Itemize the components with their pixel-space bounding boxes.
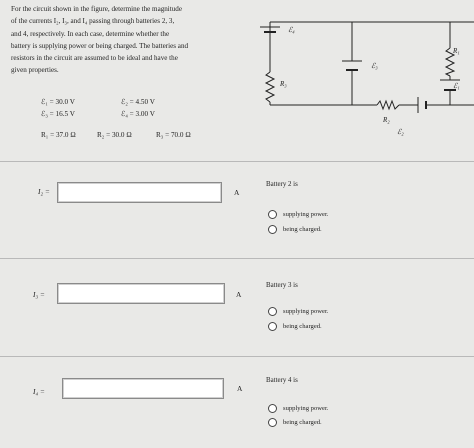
battery-4-option-charged[interactable]	[268, 418, 322, 427]
label-r2: R₂	[383, 116, 390, 124]
problem-line: For the circuit shown in the figure, determine the magnitude	[11, 5, 182, 13]
divider	[0, 161, 474, 162]
problem-line: and 4, respectively. In each case, determine whether the	[11, 29, 170, 38]
radio-button[interactable]	[268, 210, 277, 219]
divider	[0, 356, 474, 357]
option-label: being charged.	[283, 226, 322, 233]
battery-3-option-supplying[interactable]	[268, 307, 328, 316]
battery-3-option-charged[interactable]	[268, 322, 322, 331]
label-e4: ℰ₄	[288, 26, 295, 34]
radio-button[interactable]	[268, 225, 277, 234]
problem-line: battery is supplying power or being charged. The batteries and	[11, 41, 189, 50]
radio-button[interactable]	[268, 404, 277, 413]
radio-button[interactable]	[268, 322, 277, 331]
label-r3: R₃	[280, 80, 287, 88]
battery-3-status: Battery 3 is	[266, 282, 298, 289]
resistor-2-symbol	[377, 101, 399, 109]
label-e1: ℰ₁	[453, 82, 460, 90]
option-label: supplying power.	[283, 405, 329, 412]
i3-unit: A	[236, 290, 242, 299]
problem-line: resistors in the circuit are assumed to be ideal and have the	[11, 54, 178, 63]
circuit-diagram	[240, 10, 474, 150]
problem-line: of the currents I₂, I₃, and I₄ passing through batteries 2, 3,	[11, 17, 175, 26]
r1-value: R₁ = 37.0 Ω	[41, 131, 76, 139]
label-r1: R₁	[453, 47, 460, 55]
divider	[0, 258, 474, 259]
label-e2: ℰ₂	[397, 128, 404, 136]
battery-4-option-supplying[interactable]	[268, 404, 328, 413]
i4-label: I₄ =	[33, 387, 45, 396]
battery-2-symbol	[418, 97, 426, 113]
problem-line: given properties.	[11, 66, 59, 75]
emf-4-value: ℰ₄ = 3.00 V	[121, 110, 155, 118]
i2-answer-input[interactable]	[57, 182, 222, 203]
battery-3-symbol	[342, 61, 362, 70]
i2-label: I₂ =	[38, 187, 50, 196]
emf-1-value: ℰ₁ = 30.0 V	[41, 98, 75, 106]
radio-button[interactable]	[268, 418, 277, 427]
option-label: being charged.	[283, 419, 322, 426]
option-label: supplying power.	[283, 308, 329, 315]
r3-value: R₃ = 70.0 Ω	[156, 131, 191, 139]
label-e3: ℰ₃	[371, 62, 378, 70]
resistor-3-symbol	[266, 72, 274, 102]
emf-2-value: ℰ₂ = 4.50 V	[121, 98, 155, 106]
i3-answer-input[interactable]	[57, 283, 225, 304]
i3-label: I₃ =	[33, 290, 45, 299]
battery-2-option-supplying[interactable]	[268, 210, 328, 219]
battery-4-status: Battery 4 is	[266, 377, 298, 384]
i4-answer-input[interactable]	[62, 378, 224, 399]
radio-button[interactable]	[268, 307, 277, 316]
emf-3-value: ℰ₃ = 16.5 V	[41, 110, 75, 118]
problem-statement	[11, 3, 188, 77]
battery-2-status: Battery 2 is	[266, 181, 298, 188]
i4-unit: A	[237, 384, 243, 393]
i2-unit: A	[234, 188, 240, 197]
option-label: supplying power.	[283, 211, 329, 218]
r2-value: R₂ = 30.0 Ω	[97, 131, 132, 139]
battery-2-option-charged[interactable]	[268, 225, 322, 234]
option-label: being charged.	[283, 323, 322, 330]
